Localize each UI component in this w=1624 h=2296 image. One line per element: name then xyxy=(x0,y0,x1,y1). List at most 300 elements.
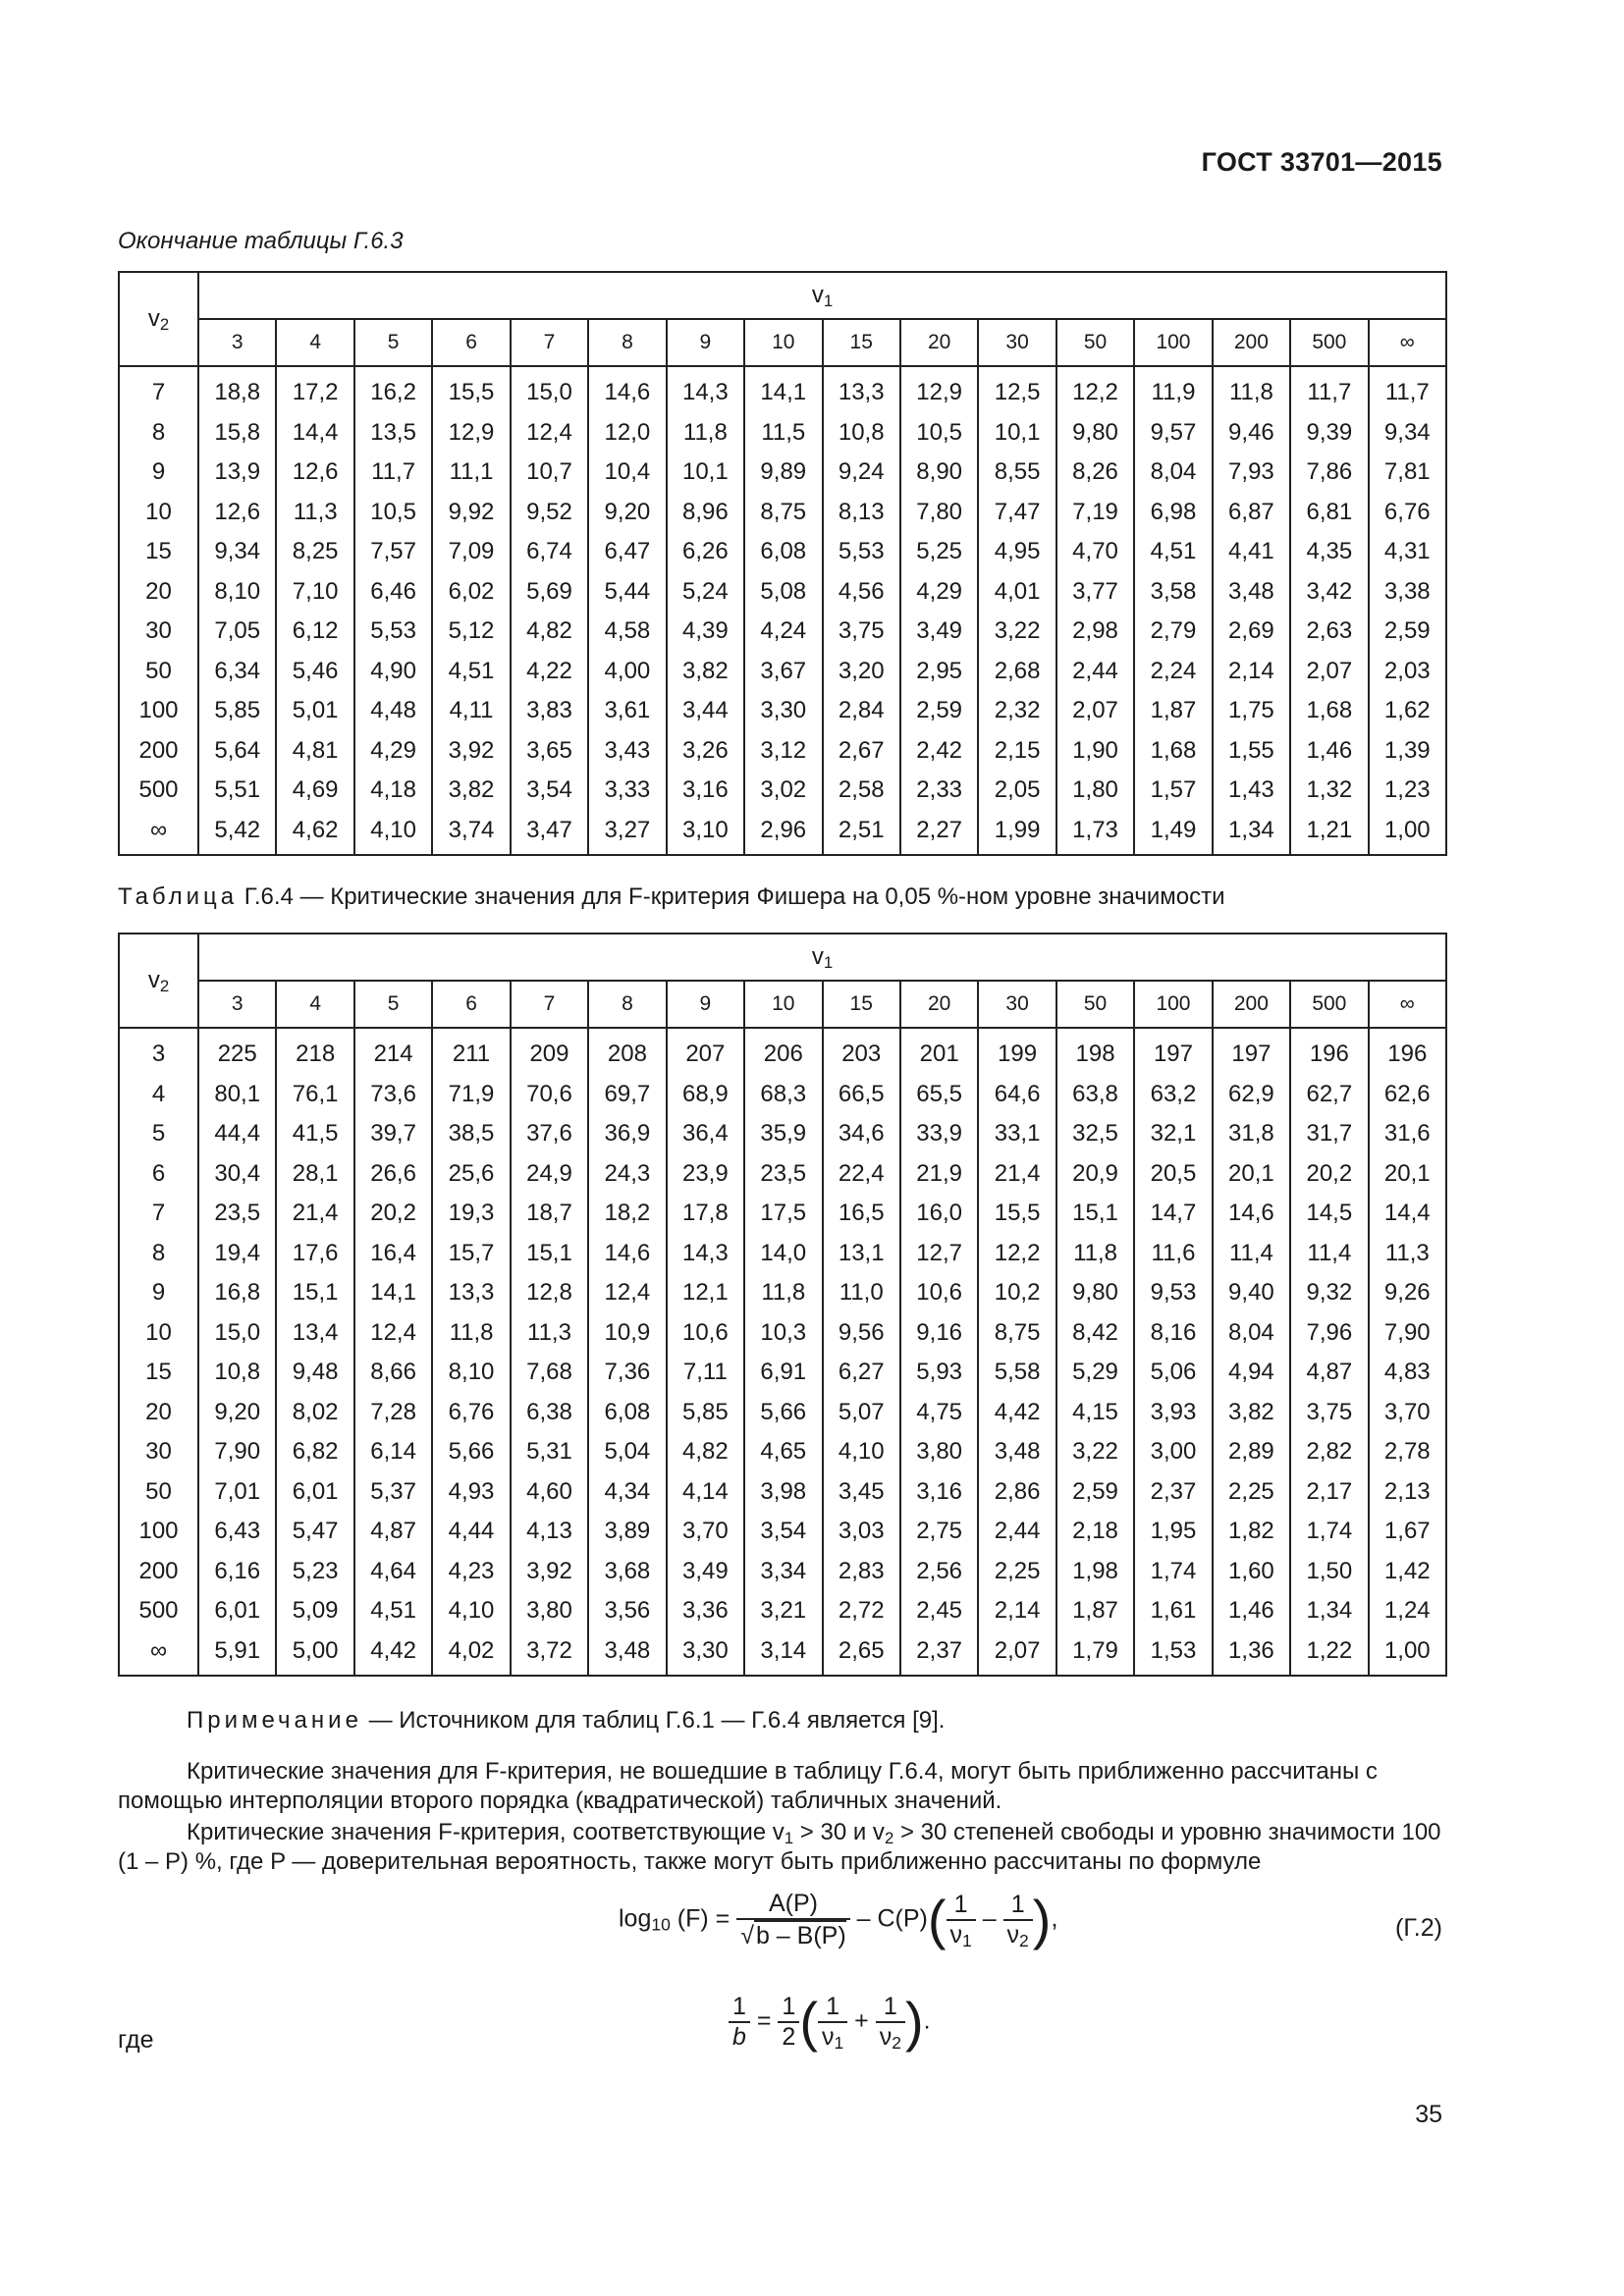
value-cell: 3,48 xyxy=(588,1631,666,1677)
value-cell: 3,74 xyxy=(432,811,510,856)
value-cell: 9,26 xyxy=(1369,1273,1446,1313)
value-cell: 6,76 xyxy=(432,1393,510,1433)
value-cell: 1,62 xyxy=(1369,691,1446,731)
value-cell: 5,08 xyxy=(744,572,822,613)
table-row xyxy=(119,1075,1446,1115)
value-cell: 6,47 xyxy=(588,532,666,572)
value-cell: 4,83 xyxy=(1369,1353,1446,1393)
value-cell: 5,66 xyxy=(744,1393,822,1433)
table-row xyxy=(119,1552,1446,1592)
value-cell: 12,0 xyxy=(588,413,666,454)
value-cell: 6,82 xyxy=(276,1432,353,1472)
value-cell: 1,43 xyxy=(1213,771,1290,811)
value-cell: 62,9 xyxy=(1213,1075,1290,1115)
value-cell: 3,10 xyxy=(667,811,744,856)
value-cell: 2,79 xyxy=(1134,612,1212,652)
value-cell: 1,39 xyxy=(1369,731,1446,772)
value-cell: 6,46 xyxy=(354,572,432,613)
value-cell: 10,9 xyxy=(588,1313,666,1354)
value-cell: 8,10 xyxy=(432,1353,510,1393)
row-header-cell: 50 xyxy=(119,652,198,692)
sqrt-sign: √ xyxy=(740,1922,754,1949)
value-cell: 207 xyxy=(667,1028,744,1075)
table-row xyxy=(119,1393,1446,1433)
value-cell: 3,47 xyxy=(511,811,588,856)
value-cell: 9,40 xyxy=(1213,1273,1290,1313)
table-row xyxy=(119,493,1446,533)
value-cell: 11,6 xyxy=(1134,1234,1212,1274)
v2-header: $v_2$ xyxy=(119,934,198,1028)
value-cell: 30,4 xyxy=(198,1154,276,1195)
value-cell: 20,1 xyxy=(1369,1154,1446,1195)
value-cell: 14,4 xyxy=(1369,1194,1446,1234)
value-cell: 18,8 xyxy=(198,366,276,413)
value-cell: 2,98 xyxy=(1056,612,1134,652)
value-cell: 3,67 xyxy=(744,652,822,692)
column-header: 30 xyxy=(978,981,1056,1028)
value-cell: 14,5 xyxy=(1290,1194,1368,1234)
value-cell: 4,29 xyxy=(900,572,978,613)
value-cell: 3,12 xyxy=(744,731,822,772)
value-cell: 3,36 xyxy=(667,1591,744,1631)
value-cell: 1,42 xyxy=(1369,1552,1446,1592)
column-header: 20 xyxy=(900,319,978,366)
value-cell: 1,73 xyxy=(1056,811,1134,856)
row-header-cell: 6 xyxy=(119,1154,198,1195)
value-cell: 1,34 xyxy=(1213,811,1290,856)
value-cell: 28,1 xyxy=(276,1154,353,1195)
value-cell: 5,25 xyxy=(900,532,978,572)
value-cell: 10,1 xyxy=(667,453,744,493)
table-row xyxy=(119,366,1446,413)
value-cell: 1,67 xyxy=(1369,1512,1446,1552)
fraction-a-over-root: $\frac{A(P)}{√b - B(P)}$ xyxy=(736,1890,849,1950)
value-cell: 13,9 xyxy=(198,453,276,493)
value-cell: 1,49 xyxy=(1134,811,1212,856)
value-cell: 3,14 xyxy=(744,1631,822,1677)
value-cell: 5,85 xyxy=(198,691,276,731)
value-cell: 6,14 xyxy=(354,1432,432,1472)
value-cell: 26,6 xyxy=(354,1154,432,1195)
row-header-cell: 8 xyxy=(119,1234,198,1274)
column-header: 9 xyxy=(667,981,744,1028)
column-header: 15 xyxy=(823,981,900,1028)
value-cell: 9,53 xyxy=(1134,1273,1212,1313)
value-cell: 5,46 xyxy=(276,652,353,692)
value-cell: 12,4 xyxy=(588,1273,666,1313)
value-cell: 196 xyxy=(1369,1028,1446,1075)
value-cell: 1,46 xyxy=(1290,731,1368,772)
table-row xyxy=(119,811,1446,856)
value-cell: 6,91 xyxy=(744,1353,822,1393)
value-cell: 10,5 xyxy=(900,413,978,454)
value-cell: 2,44 xyxy=(1056,652,1134,692)
value-cell: 34,6 xyxy=(823,1114,900,1154)
value-cell: 16,8 xyxy=(198,1273,276,1313)
column-header: 500 xyxy=(1290,319,1368,366)
value-cell: 21,4 xyxy=(978,1154,1056,1195)
value-cell: 8,04 xyxy=(1213,1313,1290,1354)
table-row xyxy=(119,1114,1446,1154)
value-cell: 5,85 xyxy=(667,1393,744,1433)
value-cell: 11,1 xyxy=(432,453,510,493)
value-cell: 3,54 xyxy=(511,771,588,811)
value-cell: 203 xyxy=(823,1028,900,1075)
value-cell: 5,12 xyxy=(432,612,510,652)
value-cell: 13,3 xyxy=(823,366,900,413)
value-cell: 12,2 xyxy=(1056,366,1134,413)
value-cell: 4,13 xyxy=(511,1512,588,1552)
value-cell: 20,9 xyxy=(1056,1154,1134,1195)
value-cell: 4,64 xyxy=(354,1552,432,1592)
value-cell: 211 xyxy=(432,1028,510,1075)
value-cell: 209 xyxy=(511,1028,588,1075)
value-cell: 76,1 xyxy=(276,1075,353,1115)
value-cell: 23,5 xyxy=(744,1154,822,1195)
table-row xyxy=(119,413,1446,454)
row-header-cell: 10 xyxy=(119,1313,198,1354)
value-cell: 1,60 xyxy=(1213,1552,1290,1592)
table-row xyxy=(119,691,1446,731)
value-cell: 23,9 xyxy=(667,1154,744,1195)
value-cell: 1,74 xyxy=(1290,1512,1368,1552)
value-cell: 3,77 xyxy=(1056,572,1134,613)
v2-header: $v_2$ xyxy=(119,272,198,366)
value-cell: 197 xyxy=(1134,1028,1212,1075)
value-cell: 3,98 xyxy=(744,1472,822,1513)
value-cell: 5,29 xyxy=(1056,1353,1134,1393)
value-cell: 73,6 xyxy=(354,1075,432,1115)
value-cell: 9,24 xyxy=(823,453,900,493)
value-cell: 3,75 xyxy=(823,612,900,652)
value-cell: 8,42 xyxy=(1056,1313,1134,1354)
table1-caption: Окончание таблицы Г.6.3 xyxy=(118,228,404,254)
table-row xyxy=(119,1432,1446,1472)
value-cell: 13,3 xyxy=(432,1273,510,1313)
value-cell: 4,90 xyxy=(354,652,432,692)
value-cell: 3,56 xyxy=(588,1591,666,1631)
value-cell: 2,14 xyxy=(978,1591,1056,1631)
v1-columns-row xyxy=(119,319,1446,366)
value-cell: 2,78 xyxy=(1369,1432,1446,1472)
table-row xyxy=(119,1028,1446,1075)
value-cell: 21,4 xyxy=(276,1194,353,1234)
value-cell: 9,89 xyxy=(744,453,822,493)
value-cell: 5,53 xyxy=(354,612,432,652)
value-cell: 8,25 xyxy=(276,532,353,572)
column-header: 9 xyxy=(667,319,744,366)
row-header-cell: 100 xyxy=(119,1512,198,1552)
value-cell: 2,59 xyxy=(1369,612,1446,652)
value-cell: 5,42 xyxy=(198,811,276,856)
table-row xyxy=(119,731,1446,772)
value-cell: 37,6 xyxy=(511,1114,588,1154)
table-row xyxy=(119,1512,1446,1552)
value-cell: 11,7 xyxy=(354,453,432,493)
value-cell: 3,70 xyxy=(667,1512,744,1552)
value-cell: 1,32 xyxy=(1290,771,1368,811)
value-cell: 5,04 xyxy=(588,1432,666,1472)
value-cell: 13,5 xyxy=(354,413,432,454)
column-header: ∞ xyxy=(1369,319,1446,366)
value-cell: 2,82 xyxy=(1290,1432,1368,1472)
value-cell: 3,26 xyxy=(667,731,744,772)
value-cell: 9,34 xyxy=(1369,413,1446,454)
value-cell: 1,68 xyxy=(1134,731,1212,772)
value-cell: 32,1 xyxy=(1134,1114,1212,1154)
table-row xyxy=(119,652,1446,692)
value-cell: 1,98 xyxy=(1056,1552,1134,1592)
value-cell: 3,92 xyxy=(432,731,510,772)
value-cell: 1,61 xyxy=(1134,1591,1212,1631)
value-cell: 5,23 xyxy=(276,1552,353,1592)
value-cell: 8,96 xyxy=(667,493,744,533)
table-row xyxy=(119,1154,1446,1195)
row-header-cell: 20 xyxy=(119,1393,198,1433)
value-cell: 2,37 xyxy=(900,1631,978,1677)
value-cell: 4,10 xyxy=(823,1432,900,1472)
document-code: ГОСТ 33701—2015 xyxy=(1201,147,1442,177)
value-cell: 3,20 xyxy=(823,652,900,692)
table-row xyxy=(119,1631,1446,1677)
value-cell: 4,41 xyxy=(1213,532,1290,572)
value-cell: 5,00 xyxy=(276,1631,353,1677)
value-cell: 5,01 xyxy=(276,691,353,731)
value-cell: 3,49 xyxy=(900,612,978,652)
value-cell: 7,80 xyxy=(900,493,978,533)
value-cell: 3,43 xyxy=(588,731,666,772)
value-cell: 3,44 xyxy=(667,691,744,731)
value-cell: 6,87 xyxy=(1213,493,1290,533)
value-cell: 23,5 xyxy=(198,1194,276,1234)
row-header-cell: 4 xyxy=(119,1075,198,1115)
value-cell: 6,74 xyxy=(511,532,588,572)
value-cell: 4,35 xyxy=(1290,532,1368,572)
table2-caption: Таблица Г.6.4 — Критические значения для F-критерия Фишера на 0,05 %-ном уровне значимости xyxy=(118,883,1225,910)
value-cell: 4,31 xyxy=(1369,532,1446,572)
value-cell: 5,06 xyxy=(1134,1353,1212,1393)
value-cell: 8,04 xyxy=(1134,453,1212,493)
value-cell: 6,98 xyxy=(1134,493,1212,533)
value-cell: 6,43 xyxy=(198,1512,276,1552)
value-cell: 14,3 xyxy=(667,1234,744,1274)
value-cell: 3,83 xyxy=(511,691,588,731)
value-cell: 2,15 xyxy=(978,731,1056,772)
value-cell: 3,42 xyxy=(1290,572,1368,613)
value-cell: 1,99 xyxy=(978,811,1056,856)
value-cell: 1,74 xyxy=(1134,1552,1212,1592)
table-row xyxy=(119,1234,1446,1274)
value-cell: 6,26 xyxy=(667,532,744,572)
value-cell: 5,37 xyxy=(354,1472,432,1513)
v1-header: $v_1$ xyxy=(198,934,1446,981)
value-cell: 3,48 xyxy=(1213,572,1290,613)
value-cell: 2,68 xyxy=(978,652,1056,692)
value-cell: 8,10 xyxy=(198,572,276,613)
value-cell: 16,4 xyxy=(354,1234,432,1274)
table-row xyxy=(119,1194,1446,1234)
value-cell: 63,2 xyxy=(1134,1075,1212,1115)
value-cell: 7,57 xyxy=(354,532,432,572)
value-cell: 41,5 xyxy=(276,1114,353,1154)
value-cell: 4,42 xyxy=(978,1393,1056,1433)
column-header: 6 xyxy=(432,981,510,1028)
value-cell: 11,8 xyxy=(1056,1234,1134,1274)
value-cell: 1,22 xyxy=(1290,1631,1368,1677)
value-cell: 8,16 xyxy=(1134,1313,1212,1354)
value-cell: 20,2 xyxy=(354,1194,432,1234)
table-row xyxy=(119,532,1446,572)
value-cell: 3,27 xyxy=(588,811,666,856)
value-cell: 5,31 xyxy=(511,1432,588,1472)
value-cell: 2,03 xyxy=(1369,652,1446,692)
value-cell: 15,5 xyxy=(978,1194,1056,1234)
value-cell: 24,3 xyxy=(588,1154,666,1195)
value-cell: 208 xyxy=(588,1028,666,1075)
value-cell: 3,72 xyxy=(511,1631,588,1677)
value-cell: 8,75 xyxy=(978,1313,1056,1354)
value-cell: 4,22 xyxy=(511,652,588,692)
value-cell: 20,2 xyxy=(1290,1154,1368,1195)
value-cell: 63,8 xyxy=(1056,1075,1134,1115)
table-g63-end xyxy=(118,271,1447,856)
value-cell: 15,7 xyxy=(432,1234,510,1274)
value-cell: 4,44 xyxy=(432,1512,510,1552)
value-cell: 9,80 xyxy=(1056,1273,1134,1313)
value-cell: 36,9 xyxy=(588,1114,666,1154)
column-header: 7 xyxy=(511,981,588,1028)
value-cell: 7,93 xyxy=(1213,453,1290,493)
value-cell: 22,4 xyxy=(823,1154,900,1195)
value-cell: 10,8 xyxy=(198,1353,276,1393)
value-cell: 15,1 xyxy=(276,1273,353,1313)
value-cell: 7,01 xyxy=(198,1472,276,1513)
value-cell: 12,6 xyxy=(198,493,276,533)
value-cell: 2,56 xyxy=(900,1552,978,1592)
value-cell: 4,48 xyxy=(354,691,432,731)
value-cell: 4,81 xyxy=(276,731,353,772)
column-header: 4 xyxy=(276,319,353,366)
value-cell: 3,75 xyxy=(1290,1393,1368,1433)
value-cell: 11,8 xyxy=(1213,366,1290,413)
row-header-cell: 3 xyxy=(119,1028,198,1075)
value-cell: 3,49 xyxy=(667,1552,744,1592)
value-cell: 4,93 xyxy=(432,1472,510,1513)
row-header-cell: 10 xyxy=(119,493,198,533)
value-cell: 18,2 xyxy=(588,1194,666,1234)
value-cell: 19,3 xyxy=(432,1194,510,1234)
value-cell: 2,69 xyxy=(1213,612,1290,652)
value-cell: 201 xyxy=(900,1028,978,1075)
value-cell: 1,57 xyxy=(1134,771,1212,811)
column-header: 50 xyxy=(1056,981,1134,1028)
column-header: 8 xyxy=(588,319,666,366)
value-cell: 3,02 xyxy=(744,771,822,811)
value-cell: 14,4 xyxy=(276,413,353,454)
value-cell: 10,3 xyxy=(744,1313,822,1354)
column-header: 20 xyxy=(900,981,978,1028)
value-cell: 17,8 xyxy=(667,1194,744,1234)
value-cell: 6,34 xyxy=(198,652,276,692)
row-header-cell: 30 xyxy=(119,612,198,652)
value-cell: 1,90 xyxy=(1056,731,1134,772)
value-cell: 8,13 xyxy=(823,493,900,533)
value-cell: 2,65 xyxy=(823,1631,900,1677)
value-cell: 199 xyxy=(978,1028,1056,1075)
value-cell: 3,48 xyxy=(978,1432,1056,1472)
value-cell: 12,1 xyxy=(667,1273,744,1313)
value-cell: 9,56 xyxy=(823,1313,900,1354)
value-cell: 31,8 xyxy=(1213,1114,1290,1154)
value-cell: 13,1 xyxy=(823,1234,900,1274)
value-cell: 2,86 xyxy=(978,1472,1056,1513)
value-cell: 11,5 xyxy=(744,413,822,454)
table-g64 xyxy=(118,933,1447,1677)
value-cell: 25,6 xyxy=(432,1154,510,1195)
value-cell: 11,3 xyxy=(1369,1234,1446,1274)
value-cell: 12,4 xyxy=(354,1313,432,1354)
value-cell: 66,5 xyxy=(823,1075,900,1115)
value-cell: 3,22 xyxy=(1056,1432,1134,1472)
value-cell: 3,16 xyxy=(667,771,744,811)
value-cell: 19,4 xyxy=(198,1234,276,1274)
value-cell: 1,36 xyxy=(1213,1631,1290,1677)
column-header: 200 xyxy=(1213,319,1290,366)
row-header-cell: 7 xyxy=(119,366,198,413)
value-cell: 8,02 xyxy=(276,1393,353,1433)
value-cell: 14,6 xyxy=(588,366,666,413)
value-cell: 4,65 xyxy=(744,1432,822,1472)
value-cell: 71,9 xyxy=(432,1075,510,1115)
value-cell: 3,80 xyxy=(900,1432,978,1472)
value-cell: 214 xyxy=(354,1028,432,1075)
value-cell: 7,81 xyxy=(1369,453,1446,493)
value-cell: 14,1 xyxy=(354,1273,432,1313)
value-cell: 4,10 xyxy=(354,811,432,856)
value-cell: 5,47 xyxy=(276,1512,353,1552)
value-cell: 4,10 xyxy=(432,1591,510,1631)
value-cell: 5,09 xyxy=(276,1591,353,1631)
value-cell: 9,32 xyxy=(1290,1273,1368,1313)
value-cell: 206 xyxy=(744,1028,822,1075)
value-cell: 44,4 xyxy=(198,1114,276,1154)
formula-g2: $\log_{10} (F)$ = $\frac{A(P)}{√b - B(P)}$ – C(P)( $\frac{1}{\nu_1}$ – $\frac{1}{\nu_2}$ ), xyxy=(619,1889,1058,1950)
value-cell: 3,58 xyxy=(1134,572,1212,613)
value-cell: 15,8 xyxy=(198,413,276,454)
value-cell: 2,24 xyxy=(1134,652,1212,692)
column-header: 6 xyxy=(432,319,510,366)
table-row xyxy=(119,1313,1446,1354)
value-cell: 4,18 xyxy=(354,771,432,811)
row-header-cell: 30 xyxy=(119,1432,198,1472)
note: Примечание — Источником для таблиц Г.6.1 — Г.6.4 является [9]. xyxy=(187,1707,946,1734)
value-cell: 4,02 xyxy=(432,1631,510,1677)
value-cell: 9,48 xyxy=(276,1353,353,1393)
value-cell: 9,46 xyxy=(1213,413,1290,454)
value-cell: 10,1 xyxy=(978,413,1056,454)
page-number: 35 xyxy=(1415,2101,1442,2128)
value-cell: 1,34 xyxy=(1290,1591,1368,1631)
value-cell: 6,02 xyxy=(432,572,510,613)
column-header: 7 xyxy=(511,319,588,366)
value-cell: 2,89 xyxy=(1213,1432,1290,1472)
row-header-cell: 500 xyxy=(119,1591,198,1631)
value-cell: 2,45 xyxy=(900,1591,978,1631)
value-cell: 68,3 xyxy=(744,1075,822,1115)
row-header-cell: 100 xyxy=(119,691,198,731)
value-cell: 9,57 xyxy=(1134,413,1212,454)
value-cell: 1,95 xyxy=(1134,1512,1212,1552)
